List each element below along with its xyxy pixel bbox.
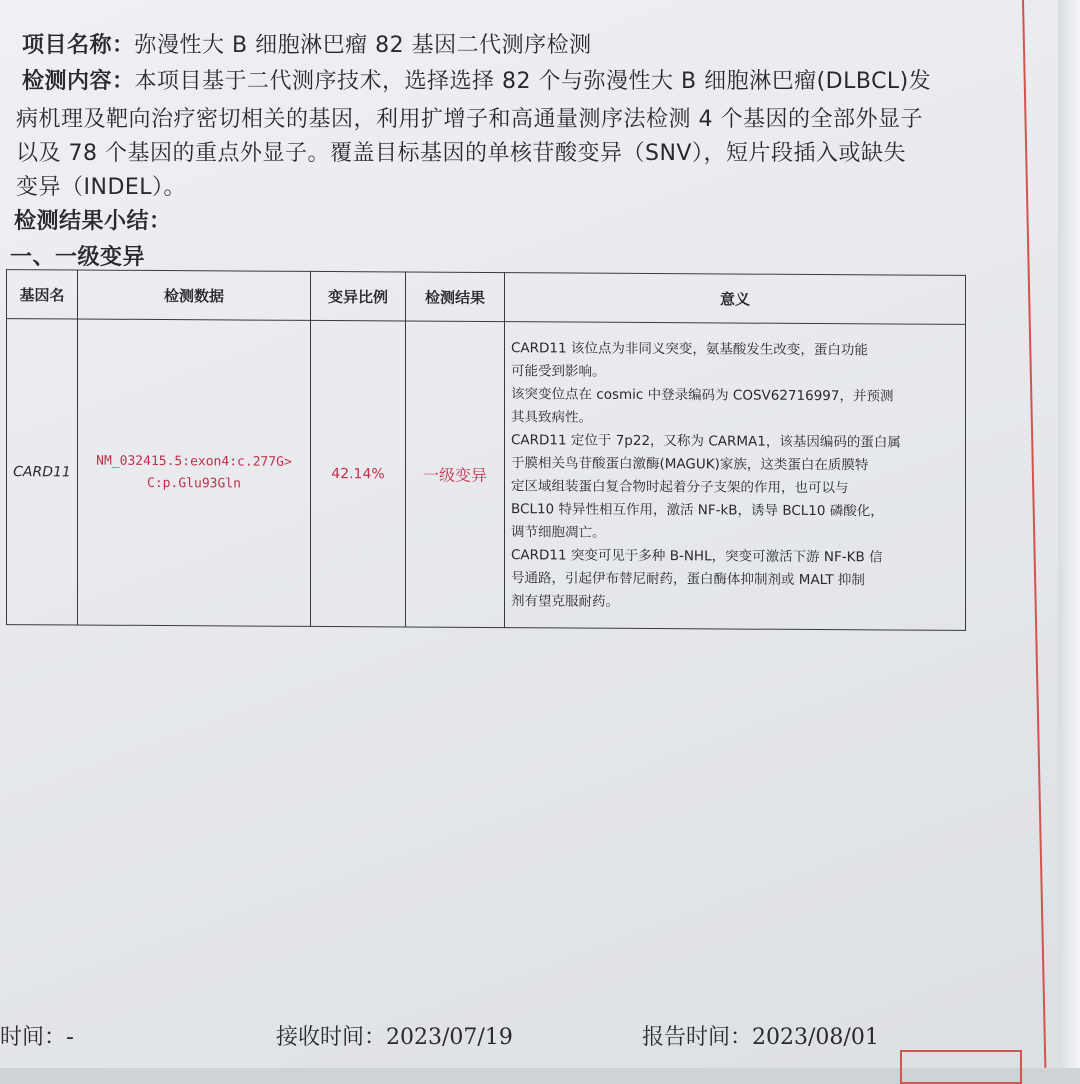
summary-title: 检测结果小结： [14,209,172,234]
data-line-2: C:p.Glu93Gln [147,475,241,492]
table-header-row [7,270,966,325]
stamp-mark [900,1050,1022,1084]
page-edge [1058,0,1080,1068]
result-cell: 一级变异 [406,321,505,628]
meaning-line: 可能受到影响。 [511,362,606,380]
meaning-line: 其具致病性。 [511,408,592,426]
header-result: 检测结果 [406,272,505,322]
section-title: 一、一级变异 [10,245,146,270]
project-name-label: 项目名称： [22,33,135,58]
receive-time-label: 接收时间： [276,1025,387,1050]
content-row-1 [22,64,931,95]
content-label: 检测内容： [22,69,135,94]
results-table [6,269,966,631]
content-line-2: 病机理及靶向治疗密切相关的基因，利用扩增子和高通量测序法检测 4 个基因的全部外显子 [16,107,923,132]
content-line-1: 本项目基于二代测序技术，选择选择 82 个与弥漫性大 B 细胞淋巴瘤(DLBCL)发 [134,69,932,94]
meaning-line: CARD11 突变可见于多种 B-NHL，突变可激活下游 NF-KB 信 [511,546,883,565]
meaning-line: 于膜相关鸟苷酸蛋白激酶(MAGUK)家族，这类蛋白在质膜特 [511,454,869,473]
meaning-line: 该突变位点在 cosmic 中登录编码为 COSV62716997，并预测 [511,385,894,404]
data-line-1: NM_032415.5:exon4:c.277G> [96,453,292,470]
report-time-label: 报告时间： [642,1025,753,1050]
margin-line [1022,0,1046,1068]
meaning-cell [505,322,966,631]
sample-time: 时间：- [0,1025,74,1050]
meaning-line: 调节细胞凋亡。 [511,523,606,541]
meaning-line: BCL10 特异性相互作用，激活 NF-kB，诱导 BCL10 磷酸化， [511,500,884,519]
meaning-line: 号通路，引起伊布替尼耐药，蛋白酶体抑制剂或 MALT 抑制 [511,569,865,588]
report-time [642,1020,879,1051]
ratio-cell: 42.14% [311,320,406,627]
gene-cell: CARD11 [7,319,78,625]
header-ratio: 变异比例 [311,271,406,321]
content-line-4: 变异（INDEL）。 [16,175,187,200]
meaning-line: 定区域组装蛋白复合物时起着分子支架的作用，也可以与 [511,477,849,496]
content-line-3: 以及 78 个基因的重点外显子。覆盖目标基因的单核苷酸变异（SNV），短片段插入或缺失 [16,141,906,166]
project-name-value: 弥漫性大 B 细胞淋巴瘤 82 基因二代测序检测 [134,33,592,58]
project-name-row [22,28,592,59]
header-data: 检测数据 [78,270,311,320]
table-row [7,319,966,631]
header-gene: 基因名 [7,270,78,319]
data-cell [78,319,311,626]
header-meaning: 意义 [505,273,966,325]
receive-time-value: 2023/07/19 [386,1025,513,1050]
meaning-line: CARD11 定位于 7p22，又称为 CARMA1，该基因编码的蛋白属 [511,431,901,451]
meaning-line: 剂有望克服耐药。 [511,592,619,610]
receive-time [276,1020,513,1051]
meaning-line: CARD11 该位点为非同义突变，氨基酸发生改变，蛋白功能 [511,339,868,358]
report-time-value: 2023/08/01 [752,1025,879,1050]
